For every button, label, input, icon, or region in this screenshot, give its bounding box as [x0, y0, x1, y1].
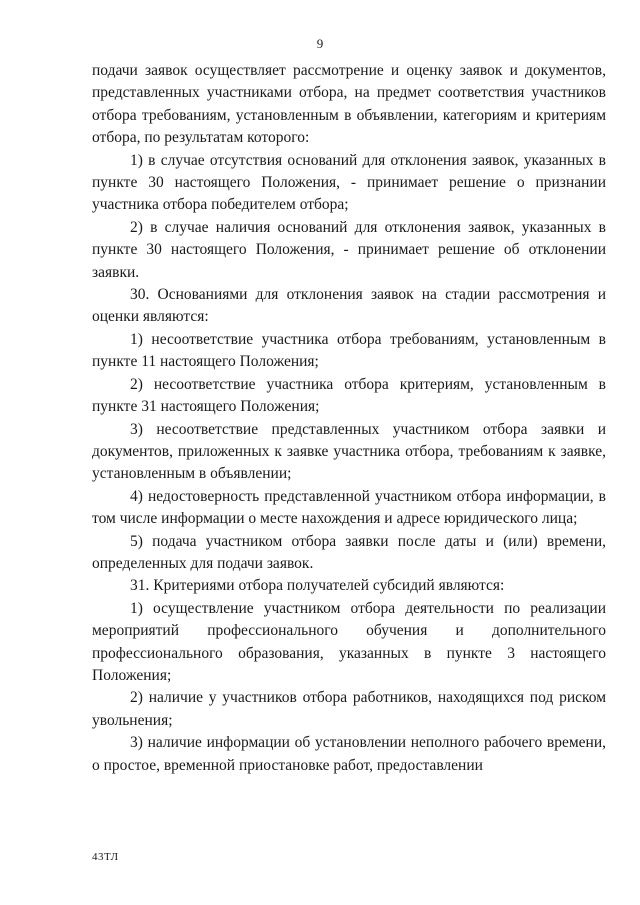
page-number: 9: [316, 36, 324, 51]
paragraph-clause-31-item-1: 1) осуществление участником отбора деятельности по реализации мероприятий профессионального обучения и дополнительного профессионального образования, указанных в пункте 3 настоящего Положения;: [92, 599, 606, 684]
paragraph-item-1-no-grounds: 1) в случае отсутствия оснований для отклонения заявок, указанных в пункте 30 настоящего Положения, - принимает решение о признании участника отбора победителем отбора;: [92, 151, 606, 214]
paragraph-continuation: подачи заявок осуществляет рассмотрение и оценку заявок и документов, представленных участниками отбора, на предмет соответствия участников отбора требованиям, установленным в объявлении, категориям и критериям отбора, по результатам которого:: [92, 62, 606, 147]
paragraph-clause-31-item-2: 2) наличие у участников отбора работников, находящихся под риском увольнения;: [92, 689, 606, 729]
document-body: [92, 60, 606, 777]
paragraph-clause-31-item-3: 3) наличие информации об установлении неполного рабочего времени, о простое, временной приостановке работ, предоставлении: [92, 734, 606, 774]
paragraph-clause-30: 30. Основаниями для отклонения заявок на стадии рассмотрения и оценки являются:: [92, 286, 606, 326]
paragraph-clause-30-item-4: 4) недостоверность представленной участником отбора информации, в том числе информации о месте нахождения и адресе юридического лица;: [92, 487, 606, 528]
paragraph-clause-30-item-1: 1) несоответствие участника отбора требованиям, установленным в пункте 11 настоящего Положения;: [92, 330, 606, 371]
paragraph-item-2-grounds: 2) в случае наличия оснований для отклонения заявок, указанных в пункте 30 настоящего Положения, - принимает решение об отклонении заявки.: [92, 218, 606, 281]
paragraph-clause-30-item-5: 5) подача участником отбора заявки после даты и (или) времени, определенных для подачи заявок.: [92, 532, 606, 572]
document-code: 43ТЛ: [92, 851, 119, 863]
paragraph-clause-30-item-2: 2) несоответствие участника отбора критериям, установленным в пункте 31 настоящего Положения;: [92, 375, 606, 416]
paragraph-clause-30-item-3: 3) несоответствие представленных участником отбора заявки и документов, приложенных к заявке участника отбора, требованиям к заявке, установленным в объявлении;: [92, 420, 606, 483]
paragraph-clause-31: 31. Критериями отбора получателей субсидий являются:: [130, 577, 505, 595]
